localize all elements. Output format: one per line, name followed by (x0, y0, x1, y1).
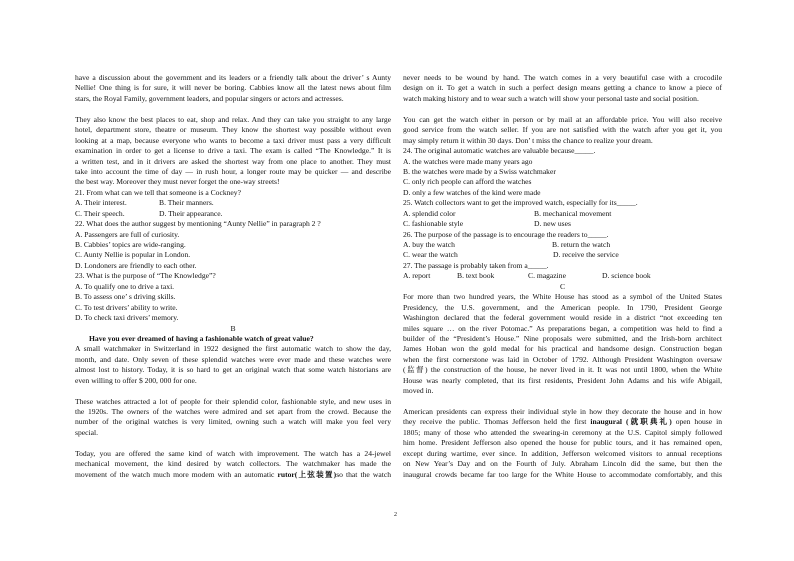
passage-a-paragraph-1 (75, 73, 391, 104)
text-line: month, and date. Only seven of these splendid watches were ever made and these watches were (75, 354, 391, 364)
question-text: 27. The passage is probably taken from a_____. (403, 260, 549, 270)
question-22 (75, 219, 391, 271)
question-text: 26. The purpose of the passage is to encourage the readers to_____. (403, 229, 609, 239)
question-23 (75, 271, 391, 323)
text-line: take into account the time of day — in rush hour, a longer route may be quicker — and describe (75, 166, 391, 176)
text-line: inaugural crowds became far too large for the White House to accommodate comfortably, and this (403, 469, 722, 479)
option-d: D. Londoners are friendly to each other. (75, 260, 197, 270)
bold-term: rutor(上弦装置) (277, 469, 337, 479)
text-line: A small watchmaker in Switzerland in 1922 designed the first automatic watch to show the day, (75, 344, 391, 354)
option-c: C. Their speech. (75, 208, 125, 218)
passage-b-paragraph-2 (75, 397, 391, 439)
text-line: number of the original watches is very limited, owning such a watch will make you feel very (75, 417, 391, 427)
text-line: American presidents can express their individual style in how they decorate the house and in how (403, 407, 722, 416)
option-c: C. Aunty Nellie is popular in London. (75, 250, 191, 260)
page-number: 2 (394, 512, 397, 518)
option-b: B. return the watch (552, 240, 611, 249)
option-b: B. the watches were made by a Swiss watchmaker (403, 166, 556, 176)
text-line: never needs to be wound by hand. The watch comes in a very beautiful case with a crocodile (403, 73, 722, 82)
option-d: D. To check taxi drivers’ memory. (75, 313, 179, 323)
text-line: good service from the watch seller. If you are not satisfied with the watch after you get it, you (403, 125, 722, 135)
option-b: B. Their manners. (159, 198, 214, 208)
paragraph-gap (403, 397, 722, 407)
option-c: C. magazine (528, 271, 566, 281)
text-line: hotel, department store, theatre or museum. They know the shortest way possible without even (75, 125, 391, 135)
paragraph-gap (75, 104, 391, 114)
option-a: A. Passengers are full of curiosity. (75, 229, 180, 239)
section-b-title: Have you ever dreamed of having a fashionable watch of great value? (89, 333, 314, 343)
right-column (403, 73, 722, 480)
option-b: B. To assess one’ s driving skills. (75, 292, 176, 302)
passage-c-paragraph-2 (403, 407, 722, 480)
question-21 (75, 188, 391, 219)
section-c-label: C (559, 281, 566, 291)
option-b: B. mechanical movement (534, 208, 612, 218)
question-text: 22. What does the author suggest by mentioning “Aunty Nellie” in paragraph 2 ? (75, 219, 321, 229)
text-line: You can get the watch either in person or by mail at an affordable price. You will also receive (403, 114, 722, 124)
text-line: when the first cornerstone was laid in October of 1792. Although President Washington oversaw (403, 354, 722, 364)
text-line: mechanical movement, the kind desired by watch collectors. The watchmaker has made the (75, 459, 391, 469)
text-line: looking at a map, because everyone who wants to become a taxi driver must pass a very difficult (75, 135, 391, 145)
text-line: Presidency, the U.S. government, and the American people. In 1790, President George (403, 302, 722, 312)
text-line: (监督) the construction of the house, he never lived in it. It was not until 1800, when the White (403, 365, 722, 375)
option-a: A. report (403, 271, 431, 281)
question-text: 21. From what can we tell that someone is a Cockney? (75, 187, 241, 197)
option-d: D. receive the service (553, 250, 619, 260)
question-text: 23. What is the purpose of “The Knowledge”? (75, 271, 216, 281)
paragraph-gap (75, 386, 391, 396)
text-line: 1805; many of those who attended the swearing-in ceremony at the U.S. Capitol simply followed (403, 427, 722, 437)
option-d: D. only a few watches of the kind were made (403, 187, 541, 197)
option-a: A. the watches were made many years ago (403, 156, 533, 166)
option-c: C. To test drivers’ ability to write. (75, 302, 178, 312)
option-d: D. Their appearance. (159, 208, 223, 218)
text-line: on New Year’s Day and on the Fourth of July. Abraham Lincoln did the same, but then the (403, 459, 722, 469)
text-line: watch making history and to wear such a watch will show your personal taste and social position. (403, 93, 699, 103)
passage-a-paragraph-2 (75, 115, 391, 188)
passage-b-paragraph-4 (403, 115, 722, 146)
passage-c-paragraph-1 (403, 292, 722, 396)
section-b-label: B (230, 323, 236, 333)
text-line: except during wartime, ever since. In addition, Jefferson welcomed visitors to annual receptions (403, 448, 722, 458)
text-line: movement of the watch much more modem with an automatic rutor(上弦装置)so that the watch (75, 469, 391, 479)
text-line: builder of the “President’s House.” Nine proposals were submitted, and the Irish-born architect (403, 333, 722, 343)
left-column (75, 73, 391, 480)
option-c: C. wear the watch (403, 250, 458, 260)
text-line: the 1920s. The owners of the watches were admired and set apart from the crowd. Because the (75, 407, 391, 416)
text-line: may simply return it within 30 days. Don’ t miss the chance to realize your dream. (403, 135, 653, 145)
option-b: B. text book (457, 271, 495, 281)
text-line: him home. President Jefferson also opened the house for public tours, and it has remained open, (403, 438, 722, 448)
question-24 (403, 146, 722, 198)
option-a: A. To qualify one to drive a taxi. (75, 281, 175, 291)
text-line: special. (75, 427, 98, 437)
passage-b-paragraph-3-continued (403, 73, 722, 104)
question-text: 25. Watch collectors want to get the improved watch, especially for its_____. (403, 198, 638, 208)
text-line: they receive the public. Thomas Jefferson held the first inaugural (就职典礼) open house in (403, 417, 722, 427)
option-a: A. splendid color (403, 208, 456, 218)
passage-b-paragraph-3 (75, 449, 391, 480)
text-line: Today, you are offered the same kind of watch with improvement. The watch has a 24-jewel (75, 448, 391, 458)
text-line: the best way. Moreover they must never forget the one-way streets! (75, 177, 280, 187)
passage-b-paragraph-1 (75, 344, 391, 386)
option-b: B. Cabbies’ topics are wide-ranging. (75, 240, 186, 249)
question-25 (403, 198, 722, 229)
text-line: James Hoban won the gold medal for his practical and handsome design. Construction began (403, 344, 722, 354)
text-line: They also know the best places to eat, shop and relax. And they can take you straight to any large (75, 114, 391, 124)
text-line: a written test, and in it drivers are asked the shortest way from one place to another. They must (75, 156, 391, 166)
option-a: A. Their interest. (75, 198, 127, 208)
text-line: almost lost to history. Today, it is so hard to get an original watch that some watch historians are (75, 365, 391, 375)
text-line: miles square … on the river Potomac.” As preparations began, a competition was held to find a (403, 323, 722, 333)
option-c: C. fashionable style (403, 219, 464, 229)
text-line: stars, the Royal Family, government leaders, and popular singers or actors and actresses. (75, 93, 344, 103)
text-line: have a discussion about the government and its leaders or a friendly talk about the driver’ s Aunty (75, 73, 391, 82)
text-line: For more than two hundred years, the White House has stood as a symbol of the United States (403, 292, 722, 302)
text-line: House was nearly completed, that its first residents, President John Adams and his wife Abigail, (403, 375, 722, 385)
question-text: 24. The original automatic watches are valuable because_____. (403, 146, 596, 156)
text-line: Nellie! One thing is for sure, it will never be boring. Cabbies know all the latest news about film (75, 83, 391, 93)
paragraph-gap (403, 104, 722, 114)
option-a: A. buy the watch (403, 240, 455, 249)
text-line: These watches attracted a lot of people for their splendid color, fashionable style, and new uses in (75, 396, 391, 406)
bold-term: inaugural (就职典礼) (590, 417, 672, 427)
text-line: even willing to offer $ 200, 000 for one. (75, 375, 197, 385)
text-line: design on it. To get a watch in such a perfect design means getting a chance to know a piece of (403, 83, 722, 93)
option-c: C. only rich people can afford the watches (403, 177, 532, 187)
text-line: Washington declared that the federal government would reside in a district “not exceeding ten (403, 313, 722, 323)
text-line: moved in. (403, 386, 434, 396)
paragraph-gap (75, 438, 391, 448)
option-d: D. new uses (534, 219, 571, 229)
text-line: examination in order to get a license to drive a taxi. The exam is called “The Knowledge.” It is (75, 146, 391, 156)
question-26 (403, 230, 722, 261)
option-d: D. science book (602, 271, 651, 281)
question-27 (403, 261, 722, 282)
